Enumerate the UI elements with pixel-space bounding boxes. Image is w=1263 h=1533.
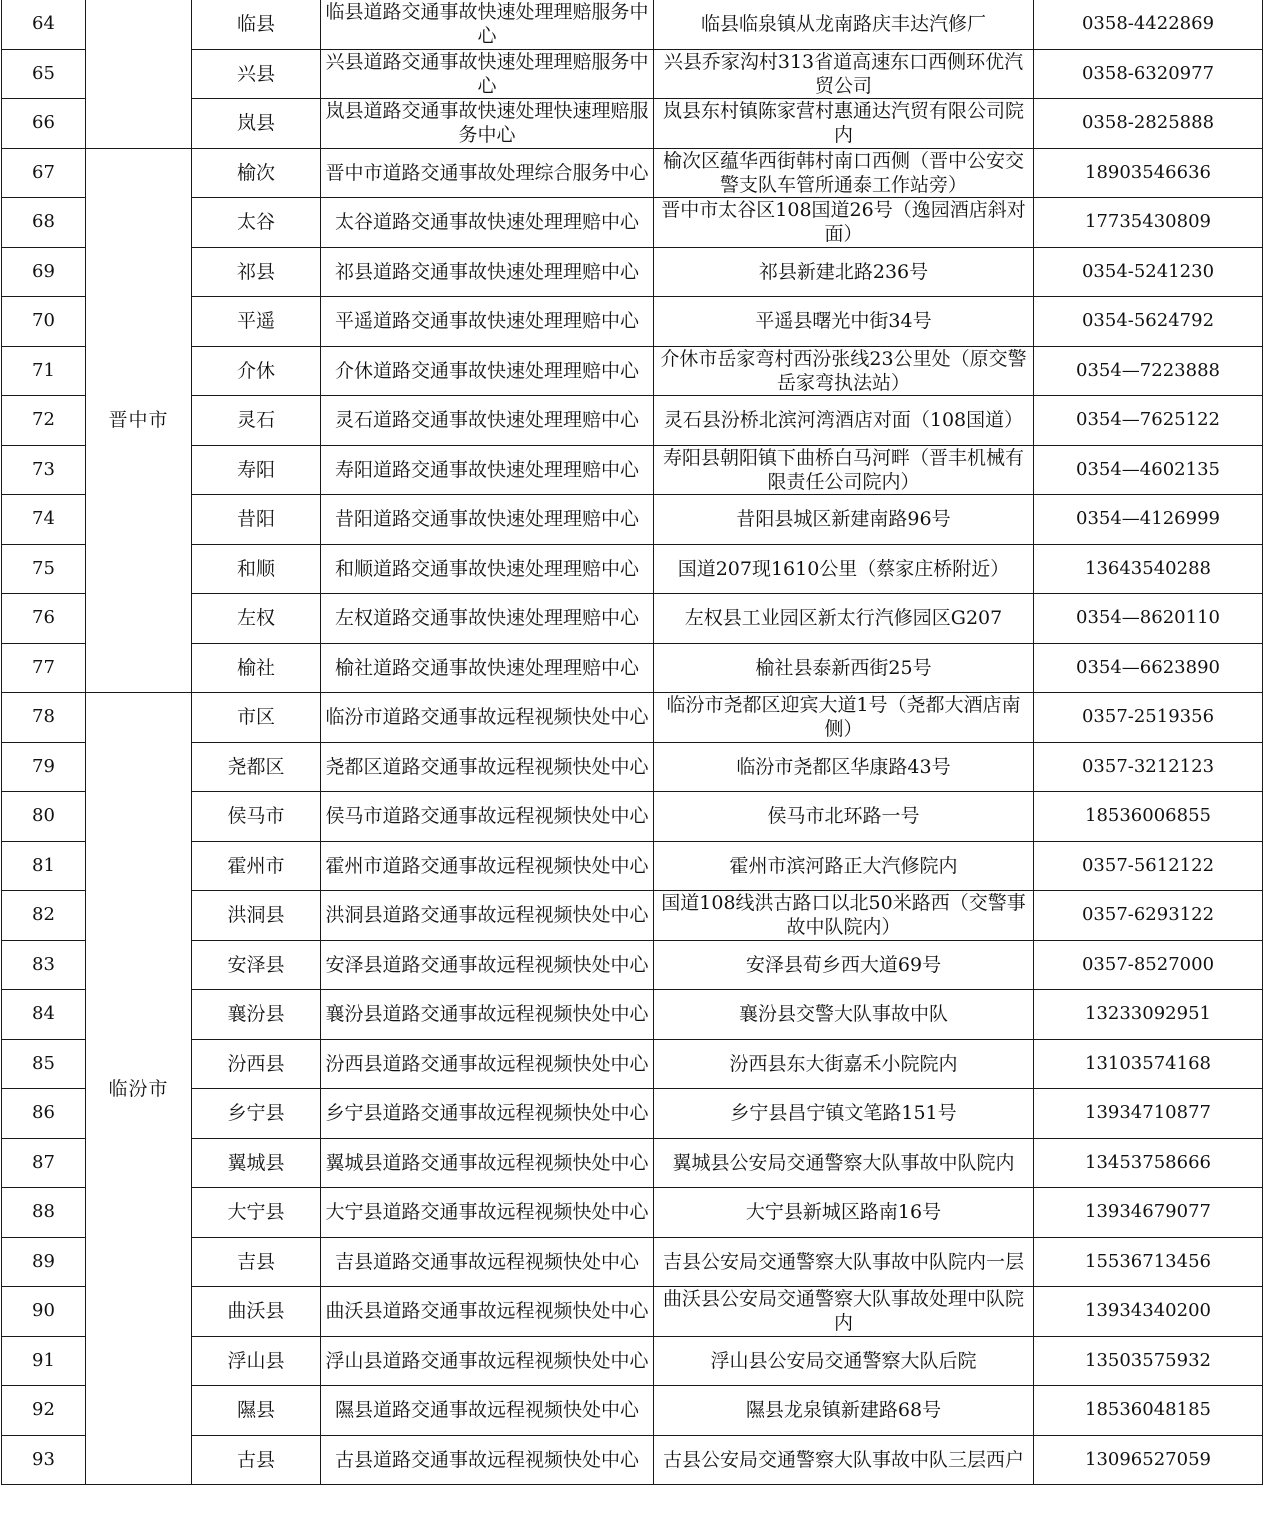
phone-cell: 0354-5624792 [1034, 297, 1263, 347]
phone-cell: 0357-8527000 [1034, 940, 1263, 990]
address-cell: 国道207现1610公里（蔡家庄桥附近） [654, 544, 1034, 594]
address-cell: 安泽县荀乡西大道69号 [654, 940, 1034, 990]
county-cell: 大宁县 [192, 1188, 321, 1238]
address-cell: 平遥县曙光中街34号 [654, 297, 1034, 347]
address-cell: 汾西县东大街嘉禾小院院内 [654, 1039, 1034, 1089]
row-number: 64 [2, 0, 86, 49]
table-row [2, 49, 1263, 99]
table-row [2, 544, 1263, 594]
address-cell: 吉县公安局交通警察大队事故中队院内一层 [654, 1237, 1034, 1287]
phone-cell: 13453758666 [1034, 1138, 1263, 1188]
address-cell: 兴县乔家沟村313省道高速东口西侧环优汽贸公司 [654, 49, 1034, 99]
address-cell: 祁县新建北路236号 [654, 247, 1034, 297]
center-name-cell: 临汾市道路交通事故远程视频快处中心 [321, 693, 654, 743]
phone-cell: 0354—7223888 [1034, 346, 1263, 396]
row-number: 74 [2, 495, 86, 545]
address-cell: 隰县龙泉镇新建路68号 [654, 1386, 1034, 1436]
address-cell: 翼城县公安局交通警察大队事故中队院内 [654, 1138, 1034, 1188]
address-cell: 临汾市尧都区迎宾大道1号（尧都大酒店南侧） [654, 693, 1034, 743]
row-number: 66 [2, 99, 86, 149]
table-row [2, 247, 1263, 297]
table-row [2, 940, 1263, 990]
center-name-cell: 灵石道路交通事故快速处理理赔中心 [321, 396, 654, 446]
phone-cell: 18536048185 [1034, 1386, 1263, 1436]
county-cell: 左权 [192, 594, 321, 644]
table-body [2, 0, 1263, 1485]
center-name-cell: 洪洞县道路交通事故远程视频快处中心 [321, 891, 654, 941]
phone-cell: 0354—7625122 [1034, 396, 1263, 446]
table-row [2, 1188, 1263, 1238]
address-cell: 浮山县公安局交通警察大队后院 [654, 1336, 1034, 1386]
phone-cell: 18903546636 [1034, 148, 1263, 198]
county-cell: 寿阳 [192, 445, 321, 495]
center-name-cell: 岚县道路交通事故快速处理快速理赔服务中心 [321, 99, 654, 149]
center-name-cell: 介休道路交通事故快速处理理赔中心 [321, 346, 654, 396]
address-cell: 襄汾县交警大队事故中队 [654, 990, 1034, 1040]
table-row [2, 1386, 1263, 1436]
phone-cell: 0354—8620110 [1034, 594, 1263, 644]
row-number: 68 [2, 198, 86, 248]
phone-cell: 0354-5241230 [1034, 247, 1263, 297]
row-number: 87 [2, 1138, 86, 1188]
county-cell: 榆社 [192, 643, 321, 693]
row-number: 80 [2, 792, 86, 842]
row-number: 85 [2, 1039, 86, 1089]
row-number: 92 [2, 1386, 86, 1436]
table-row [2, 1089, 1263, 1139]
address-cell: 灵石县汾桥北滨河湾酒店对面（108国道） [654, 396, 1034, 446]
row-number: 65 [2, 49, 86, 99]
address-cell: 大宁县新城区路南16号 [654, 1188, 1034, 1238]
table-row [2, 1039, 1263, 1089]
phone-cell: 0354—4602135 [1034, 445, 1263, 495]
center-name-cell: 侯马市道路交通事故远程视频快处中心 [321, 792, 654, 842]
table-row [2, 0, 1263, 49]
phone-cell: 0354—4126999 [1034, 495, 1263, 545]
address-cell: 岚县东村镇陈家营村惠通达汽贸有限公司院内 [654, 99, 1034, 149]
county-cell: 和顺 [192, 544, 321, 594]
city-cell [86, 0, 192, 148]
address-cell: 左权县工业园区新太行汽修园区G207 [654, 594, 1034, 644]
center-name-cell: 隰县道路交通事故远程视频快处中心 [321, 1386, 654, 1436]
center-name-cell: 大宁县道路交通事故远程视频快处中心 [321, 1188, 654, 1238]
center-name-cell: 临县道路交通事故快速处理理赔服务中心 [321, 0, 654, 49]
center-name-cell: 寿阳道路交通事故快速处理理赔中心 [321, 445, 654, 495]
table-row [2, 495, 1263, 545]
center-name-cell: 祁县道路交通事故快速处理理赔中心 [321, 247, 654, 297]
address-cell: 古县公安局交通警察大队事故中队三层西户 [654, 1435, 1034, 1485]
county-cell: 太谷 [192, 198, 321, 248]
phone-cell: 0358-2825888 [1034, 99, 1263, 149]
table-row [2, 594, 1263, 644]
accident-center-table [1, 0, 1263, 1485]
table-row [2, 396, 1263, 446]
center-name-cell: 汾西县道路交通事故远程视频快处中心 [321, 1039, 654, 1089]
row-number: 70 [2, 297, 86, 347]
county-cell: 浮山县 [192, 1336, 321, 1386]
address-cell: 霍州市滨河路正大汽修院内 [654, 841, 1034, 891]
center-name-cell: 兴县道路交通事故快速处理理赔服务中心 [321, 49, 654, 99]
phone-cell: 0354—6623890 [1034, 643, 1263, 693]
row-number: 88 [2, 1188, 86, 1238]
table-row [2, 1138, 1263, 1188]
address-cell: 国道108线洪古路口以北50米路西（交警事故中队院内） [654, 891, 1034, 941]
county-cell: 隰县 [192, 1386, 321, 1436]
center-name-cell: 左权道路交通事故快速处理理赔中心 [321, 594, 654, 644]
phone-cell: 13103574168 [1034, 1039, 1263, 1089]
county-cell: 市区 [192, 693, 321, 743]
center-name-cell: 霍州市道路交通事故远程视频快处中心 [321, 841, 654, 891]
row-number: 71 [2, 346, 86, 396]
county-cell: 古县 [192, 1435, 321, 1485]
table-row [2, 297, 1263, 347]
center-name-cell: 平遥道路交通事故快速处理理赔中心 [321, 297, 654, 347]
phone-cell: 17735430809 [1034, 198, 1263, 248]
county-cell: 安泽县 [192, 940, 321, 990]
row-number: 79 [2, 742, 86, 792]
table-row [2, 693, 1263, 743]
county-cell: 曲沃县 [192, 1287, 321, 1337]
county-cell: 临县 [192, 0, 321, 49]
table-row [2, 198, 1263, 248]
phone-cell: 13096527059 [1034, 1435, 1263, 1485]
county-cell: 霍州市 [192, 841, 321, 891]
table-row [2, 99, 1263, 149]
row-number: 75 [2, 544, 86, 594]
county-cell: 尧都区 [192, 742, 321, 792]
row-number: 73 [2, 445, 86, 495]
county-cell: 平遥 [192, 297, 321, 347]
address-cell: 曲沃县公安局交通警察大队事故处理中队院内 [654, 1287, 1034, 1337]
address-cell: 昔阳县城区新建南路96号 [654, 495, 1034, 545]
address-cell: 临汾市尧都区华康路43号 [654, 742, 1034, 792]
city-cell: 临汾市 [86, 693, 192, 1485]
phone-cell: 0357-2519356 [1034, 693, 1263, 743]
table-row [2, 1237, 1263, 1287]
county-cell: 吉县 [192, 1237, 321, 1287]
county-cell: 昔阳 [192, 495, 321, 545]
table-row [2, 346, 1263, 396]
center-name-cell: 古县道路交通事故远程视频快处中心 [321, 1435, 654, 1485]
table-row [2, 792, 1263, 842]
row-number: 91 [2, 1336, 86, 1386]
phone-cell: 0358-4422869 [1034, 0, 1263, 49]
address-cell: 侯马市北环路一号 [654, 792, 1034, 842]
center-name-cell: 昔阳道路交通事故快速处理理赔中心 [321, 495, 654, 545]
table-row [2, 1287, 1263, 1337]
center-name-cell: 太谷道路交通事故快速处理理赔中心 [321, 198, 654, 248]
phone-cell: 0357-5612122 [1034, 841, 1263, 891]
row-number: 72 [2, 396, 86, 446]
center-name-cell: 和顺道路交通事故快速处理理赔中心 [321, 544, 654, 594]
row-number: 84 [2, 990, 86, 1040]
phone-cell: 18536006855 [1034, 792, 1263, 842]
center-name-cell: 尧都区道路交通事故远程视频快处中心 [321, 742, 654, 792]
phone-cell: 13934710877 [1034, 1089, 1263, 1139]
phone-cell: 13503575932 [1034, 1336, 1263, 1386]
table-row [2, 643, 1263, 693]
county-cell: 榆次 [192, 148, 321, 198]
county-cell: 兴县 [192, 49, 321, 99]
county-cell: 侯马市 [192, 792, 321, 842]
center-name-cell: 曲沃县道路交通事故远程视频快处中心 [321, 1287, 654, 1337]
phone-cell: 13934340200 [1034, 1287, 1263, 1337]
row-number: 90 [2, 1287, 86, 1337]
center-name-cell: 榆社道路交通事故快速处理理赔中心 [321, 643, 654, 693]
row-number: 78 [2, 693, 86, 743]
table-row [2, 841, 1263, 891]
phone-cell: 13643540288 [1034, 544, 1263, 594]
phone-cell: 13934679077 [1034, 1188, 1263, 1238]
table-row [2, 1336, 1263, 1386]
table-row [2, 1435, 1263, 1485]
center-name-cell: 翼城县道路交通事故远程视频快处中心 [321, 1138, 654, 1188]
center-name-cell: 乡宁县道路交通事故远程视频快处中心 [321, 1089, 654, 1139]
county-cell: 乡宁县 [192, 1089, 321, 1139]
county-cell: 洪洞县 [192, 891, 321, 941]
address-cell: 榆社县泰新西街25号 [654, 643, 1034, 693]
table-row [2, 742, 1263, 792]
phone-cell: 15536713456 [1034, 1237, 1263, 1287]
table-row [2, 148, 1263, 198]
phone-cell: 0358-6320977 [1034, 49, 1263, 99]
row-number: 77 [2, 643, 86, 693]
county-cell: 介休 [192, 346, 321, 396]
county-cell: 汾西县 [192, 1039, 321, 1089]
table-row [2, 445, 1263, 495]
center-name-cell: 襄汾县道路交通事故远程视频快处中心 [321, 990, 654, 1040]
row-number: 81 [2, 841, 86, 891]
address-cell: 乡宁县昌宁镇文笔路151号 [654, 1089, 1034, 1139]
phone-cell: 13233092951 [1034, 990, 1263, 1040]
center-name-cell: 浮山县道路交通事故远程视频快处中心 [321, 1336, 654, 1386]
city-cell: 晋中市 [86, 148, 192, 693]
county-cell: 翼城县 [192, 1138, 321, 1188]
county-cell: 岚县 [192, 99, 321, 149]
row-number: 93 [2, 1435, 86, 1485]
center-name-cell: 安泽县道路交通事故远程视频快处中心 [321, 940, 654, 990]
address-cell: 寿阳县朝阳镇下曲桥白马河畔（晋丰机械有限责任公司院内） [654, 445, 1034, 495]
center-name-cell: 吉县道路交通事故远程视频快处中心 [321, 1237, 654, 1287]
county-cell: 祁县 [192, 247, 321, 297]
county-cell: 襄汾县 [192, 990, 321, 1040]
row-number: 83 [2, 940, 86, 990]
table-row [2, 891, 1263, 941]
row-number: 69 [2, 247, 86, 297]
row-number: 86 [2, 1089, 86, 1139]
address-cell: 临县临泉镇从龙南路庆丰达汽修厂 [654, 0, 1034, 49]
phone-cell: 0357-6293122 [1034, 891, 1263, 941]
row-number: 89 [2, 1237, 86, 1287]
address-cell: 晋中市太谷区108国道26号（逸园酒店斜对面） [654, 198, 1034, 248]
address-cell: 榆次区蕴华西街韩村南口西侧（晋中公安交警支队车管所通泰工作站旁） [654, 148, 1034, 198]
row-number: 67 [2, 148, 86, 198]
address-cell: 介休市岳家弯村西汾张线23公里处（原交警岳家弯执法站） [654, 346, 1034, 396]
table-row [2, 990, 1263, 1040]
county-cell: 灵石 [192, 396, 321, 446]
row-number: 82 [2, 891, 86, 941]
center-name-cell: 晋中市道路交通事故处理综合服务中心 [321, 148, 654, 198]
phone-cell: 0357-3212123 [1034, 742, 1263, 792]
row-number: 76 [2, 594, 86, 644]
